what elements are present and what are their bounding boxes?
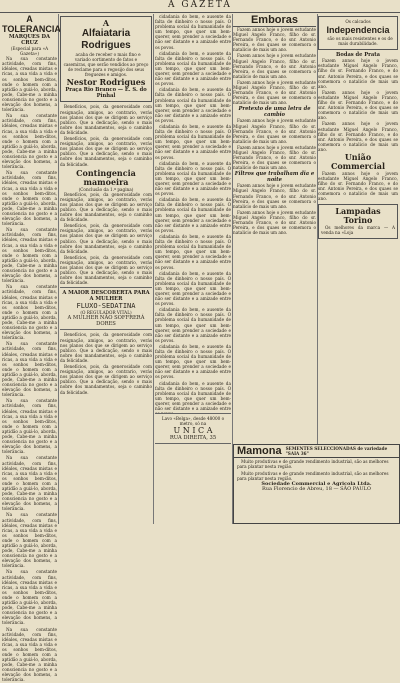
subhead: Filtros que trabalham dia e noite [234,171,315,184]
article-body: Fazem annos hoje o jovem estudante Miguel Angelo Franco, filho do sr. Fernando Franco, e do snr. Antonio Pereira, e dos quaes se comemora o natalicio de mais um ano. [318,121,398,152]
ad-lamp-text: Os melhores da marca — A venda na «Loja [321,224,395,235]
unica-advert [155,413,231,444]
ad-brand: FLUXO-SEDATINA [76,302,136,311]
article-body: Fazem annos hoje o jovem estudante Miguel Angelo Franco, filho do sr. Fernando Franco, e do snr. Antonio Pereira, e dos quaes se comemora o natalicio de mais um ano. [233,118,316,144]
ad-text: Muito produtivas e de grande rendimento industrial, são as melhores para plantar nesta região. [237,471,389,481]
article-body-cont: Na sua constante actividade, com fins, idéales, creadas mistas e ricas, a sua vida a vida e os sonhos bem-ditos, onde o homem com a aptidão a guiá-lo, aborda, pode, Cabe-me a minha consciencia no gosto e a elevação dos homens, a tolerância. [2,398,57,455]
section-bodas: Bodas de Prata [335,52,381,59]
article-body: cidadania do bem, e ausente da falta de dinheiro o nosso país. O problema social da humanidade de um tempo, que quer um bem-querer, sem prender a sociedade e não ser distante e a amizade entre [155,380,231,412]
section-note: (Conclusão da 1.ª pagina) [78,186,134,192]
tailor-advert [60,16,152,102]
ad-head: Os calcados [345,19,371,24]
mamona-advert [233,444,400,524]
article-body: Fazem annos hoje o jovem estudante Miguel Angelo Franco, filho do sr. Fernando Franco, e do snr. Antonio Pereira, e dos quaes se comemora o natalicio de mais um ano. [233,53,316,79]
fluxo-advert [60,287,152,330]
ad-lamp-title: Lampadas Torino [335,205,381,225]
byline-note: (Especial para «A Gazeta») [10,46,49,57]
article-body: Fazem annos hoje o jovem estudante Miguel Angelo Franco, filho do sr. Fernando Franco, e do snr. Antonio Pereira, e dos quaes se comemora o natalicio de mais um ano. [318,170,398,202]
column-1 [2,14,61,683]
article-body: cidadania do bem, e ausente da falta de dinheiro o nosso país. O problema social da humanidade de um tempo, que quer um bem-querer, sem prender a sociedade e não ser distante e a amizade entre os povos. [155,14,231,50]
lamp-advert [318,204,398,239]
article-body: Fazem annos hoje o jovem estudante Miguel Angelo Franco, filho do sr. Fernando Franco, e do snr. Antonio Pereira, e dos quaes se comemora o natalicio de mais um ano. [233,144,316,171]
article-body: Fazem annos hoje o jovem estudante Miguel Angelo Franco, filho do sr. Fernando Franco, e do snr. Antonio Pereira, e dos quaes se comemora o natalicio de mais um ano. [233,27,316,53]
ad-line: A MULHER NÃO SOFFRERÁ DORES [67,315,145,328]
article-body: Benefícios, pois, da generosidade com resignação, amigos, ao contrario, verás nos planos dos que se dirigem ao serviço publico. Que a dedicação, sendo o mais nobre dos mandamentos, seja o caminho da felicidade. [60,364,152,395]
section-title-emboras: Emboras [233,14,316,27]
article-body: cidadania do bem, e ausente da falta de dinheiro o nosso país. O problema social da humanidade de um tempo, que quer um bem-querer, sem prender a sociedade e não ser distante e a amizade entre os povos. [155,307,231,343]
article-body: Fazem annos hoje o jovem estudante Miguel Angelo Franco, filho do sr. Fernando Franco, e do snr. Antonio Pereira, e dos quaes se comemora o natalicio de mais um ano. [318,89,398,121]
article-body-cont: Na sua constante actividade, com fins, idéales, creadas mistas e ricas, a sua vida a vida e os sonhos bem-ditos, onde o homem com a aptidão a guiá-lo, aborda, pode, Cabe-me a minha consciencia no gosto e a elevação dos homens, a tolerância. [2,113,57,170]
section-title: Contingencia mamoeira [76,167,136,187]
ad-title: A MAIOR DESCOBERTA PARA A MULHER [62,290,150,303]
ad-contact: Lavo «Belga», desde 48000 o metro, só na [161,415,225,426]
shoe-advert [318,16,398,50]
article-body: Benefícios, pois, da generosidade com resignação, amigos, ao contrario, verás nos planos dos que se dirigem ao serviço publico. Que a dedicação, sendo o mais nobre dos mandamentos, seja o caminho da felicidade. [60,223,152,254]
article-body: Benefícios, pois, da generosidade com resignação, amigos, ao contrario, verás nos planos dos que se dirigem ao serviço publico. Que a dedicação, sendo o mais nobre dos mandamentos, seja o caminho da felicidade. [60,332,152,363]
article-body: Fazem annos hoje o jovem estudante Miguel Angelo Franco, filho do sr. Fernando Franco, e do snr. Antonio Pereira, e dos quaes se comemora o natalicio de mais um ano. [233,183,316,209]
ad-title-independencia: Independencia [326,25,390,36]
article-body: cidadania do bem, e ausente da falta de dinheiro o nosso país. O problema social da humanidade de um tempo, que quer um bem-querer, sem prender a sociedade e não ser distante e a amizade entre os povos. [155,87,231,123]
article-body: Benefícios, pois, da generosidade com resignação, amigos, ao contrario, verás nos planos dos que se dirigem ao serviço publico. Que a dedicação, sendo o mais nobre dos mandamentos, seja o caminho da felicidade. [60,136,152,167]
advert-address: Praça Rio Branco — E. S. do Pinhal [65,87,147,100]
article-body: cidadania do bem, e ausente da falta de dinheiro o nosso país. O problema social da humanidade de um tempo, que quer um bem-querer, sem prender a sociedade e não ser distante e a amizade entre os povos. [155,233,231,270]
article-body-cont: Na sua constante actividade, com fins, idéales, creadas mistas e ricas, a sua vida a vida e os sonhos bem-ditos, onde o homem com a aptidão a guiá-lo, aborda, pode, Cabe-me a minha consciencia no gosto e a elevação dos homens, a tolerância. [2,227,57,284]
ad-text: Muito produtivas e de grande rendimento industrial, são as melhores para plantar nesta região. [237,459,389,469]
ad-head: SEMENTES SELECCIONADAS de variedade "SAIA 36" [285,446,388,456]
column-3 [155,14,231,524]
column-2 [60,14,152,524]
ad-brand-mamona: Mamona [237,444,282,457]
advert-a: A [102,18,110,28]
byline: MARQUES DA CRUZ [8,34,51,46]
ad-tag: (O REGULADOR VITAL) [80,310,132,316]
column-rule [153,14,154,524]
article-body: cidadania do bem, e ausente da falta de dinheiro o nosso país. O problema social da humanidade de um tempo, que quer um bem-querer, sem prender a sociedade e não ser distante e a amizade entre os povos. [155,197,231,233]
ad-text: são os mais resistentes e os de mais durabilidade. [327,36,393,47]
article-body: cidadania do bem, e ausente da falta de dinheiro o nosso país. O problema social da humanidade de um tempo, que quer um bem-querer, sem prender a sociedade e não ser distante e a amizade entre os povos. [155,160,231,197]
article-body-cont: Na sua constante actividade, com fins, idéales, creadas mistas e ricas, a sua vida a vida e os sonhos bem-ditos, onde o homem com a aptidão a guiá-lo, aborda, pode, Cabe-me a minha consciencia no gosto e a elevação dos homens, a tolerância. [2,170,57,227]
article-body: cidadania do bem, e ausente da falta de dinheiro o nosso país. O problema social da humanidade de um tempo, que quer um bem-querer, sem prender a sociedade e não ser distante e a amizade entre os povos. [155,50,231,87]
article-body: cidadania do bem, e ausente da falta de dinheiro o nosso país. O problema social da humanidade de um tempo, que quer um bem-querer, sem prender a sociedade e não ser distante e a amizade entre os povos. [155,343,231,380]
advert-lead: acaba de receber o mais fino e variado sortimento de fatos e casemiras, que serão vendidos ao preço de reclame para o regosijo dos seus freguezes e amigos. [63,52,149,78]
article-body: cidadania do bem, e ausente da falta de dinheiro o nosso país. O problema social da humanidade de um tempo, que quer um bem-querer, sem prender a sociedade e não ser distante e a amizade entre os povos. [155,270,231,307]
advert-owner: Nestor Rodrigues [66,77,146,88]
article-body: Fazem annos hoje o jovem estudante Miguel Angelo Franco, filho do sr. Fernando Franco, e do snr. Antonio Pereira, e dos quaes se comemora o natalicio de mais um ano. [233,79,316,106]
ad-shop: U N I C A [173,426,213,435]
article-body: Na sua constante actividade, com fins, idéales, creadas mistas e ricas, a sua vida a vida e os sonhos bem-ditos, onde o homem com a aptidão a guiá-lo, aborda, pode, Cabe-me a minha consciencia no gosto e a elevação dos homens, a tolerância. [2,56,57,113]
article-body: Benefícios, pois, da generosidade com resignação, amigos, ao contrario, verás nos planos dos que se dirigem ao serviço publico. Que a dedicação, sendo o mais nobre dos mandamentos, seja o caminho da felicidade. [60,254,152,286]
subhead: Pretexto de uma letra de cambio [238,106,311,119]
advert-tailor-name: Alfaiataria Rodrigues [81,28,131,51]
ad-address: Rua Florencio de Abreu, 18 — SÃO PAULO [262,486,371,492]
article-body-cont: Na sua constante actividade, com fins, idéales, creadas mistas e ricas, a sua vida a vida e os sonhos bem-ditos, onde o homem com a aptidão a guiá-lo, aborda, pode, Cabe-me a minha consciencia no gosto e a elevação dos homens, a tolerância. [2,284,57,341]
article-body-cont: Na sua constante actividade, com fins, idéales, creadas mistas e ricas, a sua vida a vida e os sonhos bem-ditos, onde o homem com a aptidão a guiá-lo, aborda, pode, Cabe-me a minha consciencia no gosto e a elevação dos homens, a tolerância. [2,626,57,683]
article-body: Fazem annos hoje o jovem estudante Miguel Angelo Franco, filho do sr. Fernando Franco, e do snr. Antonio Pereira, e dos quaes se comemora o natalicio de mais um ano. [233,209,316,236]
article-body: Benefícios, pois, da generosidade com resignação, amigos, ao contrario, verás nos planos dos que se dirigem ao serviço publico. Que a dedicação, sendo o mais nobre dos mandamentos, seja o caminho da felicidade. [60,191,152,223]
article-body-cont: Na sua constante actividade, com fins, idéales, creadas mistas e ricas, a sua vida a vida e os sonhos bem-ditos, onde o homem com a aptidão a guiá-lo, aborda, pode, Cabe-me a minha consciencia no gosto e a elevação dos homens, a tolerância. [2,569,57,626]
ad-street: RUA DIREITA, 35 [169,435,217,441]
article-body: Fazem annos hoje o jovem estudante Miguel Angelo Franco, filho do sr. Fernando Franco, e do snr. Antonio Pereira, e dos quaes se comemora o natalicio de mais um ano. [318,58,398,89]
article-body: cidadania do bem, e ausente da falta de dinheiro o nosso país. O problema social da humanidade de um tempo, que quer um bem-querer, sem prender a sociedade e não ser distante e a amizade entre os povos. [155,123,231,160]
article-body-cont: Na sua constante actividade, com fins, idéales, creadas mistas e ricas, a sua vida a vida e os sonhos bem-ditos, onde o homem com a aptidão a guiá-lo, aborda, pode, Cabe-me a minha consciencia no gosto e a elevação dos homens, a tolerância. [2,455,57,512]
article-body-cont: Na sua constante actividade, com fins, idéales, creadas mistas e ricas, a sua vida a vida e os sonhos bem-ditos, onde o homem com a aptidão a guiá-lo, aborda, pode, Cabe-me a minha consciencia no gosto e a elevação dos homens, a tolerância. [2,341,57,398]
column-rule [58,14,59,524]
section-uniao: União Commercial [330,151,386,171]
ad-company: Sociedade Commercial e Agricola Ltda. [261,481,372,487]
article-body: Benefícios, pois, da generosidade com resignação, amigos, ao contrario, verás nos planos dos que se dirigem ao serviço publico. Que a dedicação, sendo o mais nobre dos mandamentos, seja o caminho da felicidade. [60,104,152,135]
article-title-tolerancia: A TOLERANCIA [2,14,61,34]
article-body-cont: Na sua constante actividade, com fins, idéales, creadas mistas e ricas, a sua vida a vida e os sonhos bem-ditos, onde o homem com a aptidão a guiá-lo, aborda, pode, Cabe-me a minha consciencia no gosto e a elevação dos homens, a tolerância. [2,512,57,569]
masthead: A GAZETA [0,0,400,13]
